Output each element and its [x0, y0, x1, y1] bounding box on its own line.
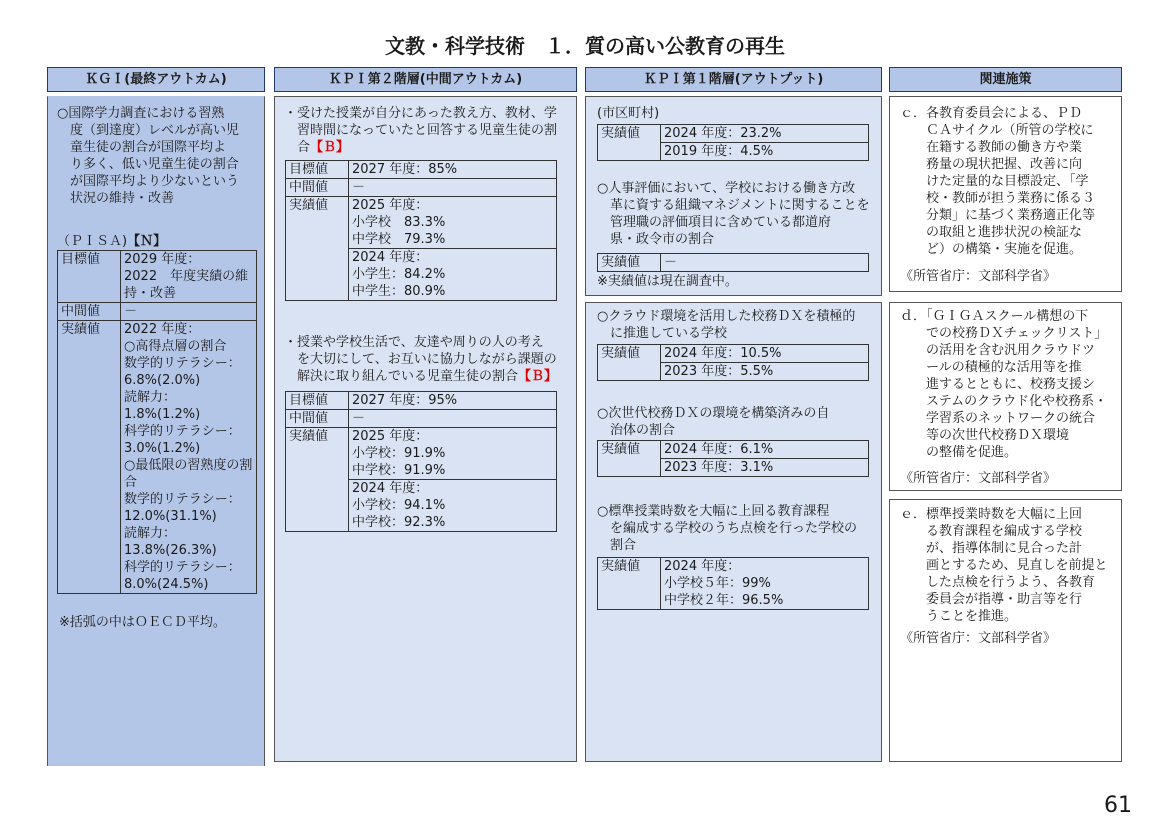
kpi2-item1-table	[285, 160, 557, 301]
item1-tag: 【Ｂ】	[310, 140, 350, 155]
item2-description: ・授業や学校生活で、友達や周りの人の考え を大切にして、お互いに協力しながら課題の 解決に取り組んでいる児童生徒の割合	[284, 335, 557, 384]
row-value: －	[349, 410, 557, 428]
row-value: 2024 年度： 小学生：84.2% 中学生：80.9%	[349, 249, 557, 301]
row-label: 目標値	[286, 392, 349, 410]
table-row	[58, 303, 257, 321]
row-value: 2024 年度： 小学校５年：99% 中学校２年：96.5%	[661, 558, 869, 610]
pisa-label: （ＰＩＳＡ)	[57, 234, 128, 249]
related-c-text: ｃ．各教育委員会による、ＰＤ ＣＡサイクル（所管の学校に 在籍する教師の働き方や業 務量の現状把握、改善に向 けた定量的な目標設定、「学 校・教師が担う業務に係る３ 分類」に基づく業務適正化等 の取組と進捗状況の検証な ど）の構築・実施を促進。	[900, 106, 1096, 257]
table-row	[598, 254, 869, 272]
row-value: 2023 年度：5.5%	[661, 363, 869, 381]
kpi1-a2-table	[597, 253, 869, 272]
row-label: 実績値	[58, 321, 121, 594]
kpi1-a2-note: ※実績値は現在調査中。	[597, 274, 738, 289]
kgi-pisa-label	[57, 233, 263, 250]
kpi2-item1-text	[284, 105, 574, 156]
row-label: 目標値	[58, 251, 121, 303]
item2-tag: 【Ｂ】	[518, 369, 558, 384]
table-row	[598, 441, 869, 459]
row-label: 実績値	[598, 441, 661, 477]
row-value: 2025 年度： 小学校：91.9% 中学校：91.9%	[349, 428, 557, 480]
row-value: 2019 年度：4.5%	[661, 143, 869, 161]
table-row	[286, 392, 557, 410]
page-number: 61	[1104, 793, 1132, 818]
column-header-kpi1: ＫＰＩ第１階層(アウトプット)	[585, 67, 882, 92]
related-d-text: ｄ．「ＧＩＧＡスクール構想の下 での校務ＤＸチェックリスト」 の活用を含む汎用クラウドツ ールの積極的な活用等を推 進するとともに、校務支援シ ステムのクラウド化や校務系・ 学習系のネットワークの統合 等の次世代校務ＤＸ環境 の整備を促進。	[900, 309, 1108, 460]
row-value: 2024 年度： 小学校：94.1% 中学校：92.3%	[349, 480, 557, 532]
page-title: 文教・科学技術 １．質の高い公教育の再生	[385, 34, 785, 58]
table-row	[286, 197, 557, 249]
kgi-note: ※括弧の中はＯＥＣＤ平均。	[59, 615, 226, 630]
kgi-text: ○国際学力調査における習熟 度（到達度）レベルが高い児 童生徒の割合が国際平均よ り多く、低い児童生徒の割合 が国際平均より少ないという 状況の維持・改善	[57, 106, 240, 206]
column-header-kgi: ＫＧＩ(最終アウトカム)	[47, 67, 265, 92]
table-row	[598, 558, 869, 610]
row-label: 中間値	[286, 410, 349, 428]
table-row	[286, 410, 557, 428]
kpi1-a-head: (市区町村)	[597, 106, 660, 121]
row-label: 実績値	[598, 558, 661, 610]
row-label: 実績値	[598, 125, 661, 161]
table-row	[58, 251, 257, 303]
row-label: 実績値	[598, 345, 661, 381]
row-value: 2024 年度：6.1%	[661, 441, 869, 459]
row-label: 実績値	[598, 254, 661, 272]
row-value: －	[661, 254, 869, 272]
kpi1-b1-table	[597, 344, 869, 381]
row-value: －	[121, 303, 257, 321]
table-row	[58, 321, 257, 594]
related-c-ministry: 《所管省庁：文部科学省》	[900, 269, 1057, 284]
row-value: 2025 年度： 小学校 83.3% 中学校 79.3%	[349, 197, 557, 249]
row-value: 2024 年度：10.5%	[661, 345, 869, 363]
related-e-text: ｅ．標準授業時数を大幅に上回 る教育課程を編成する学校 が、指導体制に見合った計 画とするため、見直しを前提と した点検を行うよう、各教育 委員会が指導・助言等を行 うことを推進。	[900, 507, 1108, 624]
row-value: 2029 年度： 2022 年度実績の維持・改善	[121, 251, 257, 303]
row-label: 実績値	[286, 428, 349, 532]
row-value: 2027 年度：95%	[349, 392, 557, 410]
kpi1-b2-text: ○次世代校務ＤＸの環境を構築済みの自 治体の割合	[597, 406, 830, 438]
kpi1-b3-table	[597, 557, 869, 610]
row-value: 2023 年度：3.1%	[661, 459, 869, 477]
table-row	[286, 161, 557, 179]
row-value: －	[349, 179, 557, 197]
kpi2-item2-text	[284, 334, 574, 385]
row-value: 2022 年度： ○高得点層の割合 数学的リテラシー： 6.8%(2.0%) 読解力： 1.8%(1.2%) 科学的リテラシー： 3.0%(1.2%) ○最低限の習熟度の割合 数学的リテラシー： 12.0%(31.1%) 読解力： 13.8%(26.3%) 科学的リテラシー： 8.0%(24.5%)	[121, 321, 257, 594]
related-e-ministry: 《所管省庁：文部科学省》	[900, 631, 1057, 646]
row-value: 2027 年度：85%	[349, 161, 557, 179]
kpi1-b2-table	[597, 440, 869, 477]
row-label: 中間値	[58, 303, 121, 321]
pisa-tag: 【Ｎ】	[127, 234, 167, 249]
row-label: 目標値	[286, 161, 349, 179]
table-row	[598, 345, 869, 363]
row-label: 実績値	[286, 197, 349, 301]
table-row	[286, 179, 557, 197]
kgi-table	[57, 250, 257, 594]
kpi1-b3-text: ○標準授業時数を大幅に上回る教育課程 を編成する学校のうち点検を行った学校の 割合	[597, 504, 858, 553]
column-header-related: 関連施策	[889, 67, 1122, 92]
column-header-kpi2: ＫＰＩ第２階層(中間アウトカム)	[274, 67, 577, 92]
table-row	[598, 125, 869, 143]
kpi1-a-table	[597, 124, 869, 161]
related-d-ministry: 《所管省庁：文部科学省》	[900, 471, 1057, 486]
item1-description: ・受けた授業が自分にあった教え方、教材、学 習時間になっていたと回答する児童生徒の割 合	[284, 106, 558, 155]
row-label: 中間値	[286, 179, 349, 197]
table-row	[286, 428, 557, 480]
row-value: 2024 年度：23.2%	[661, 125, 869, 143]
kpi2-item2-table	[285, 391, 557, 532]
kpi1-a2-text: ○人事評価において、学校における働き方改 革に資する組織マネジメントに関することを 管理職の評価項目に含めている都道府 県・政令市の割合	[597, 181, 870, 247]
kpi1-b1-text: ○クラウド環境を活用した校務ＤＸを積極的 に推進している学校	[597, 309, 856, 341]
